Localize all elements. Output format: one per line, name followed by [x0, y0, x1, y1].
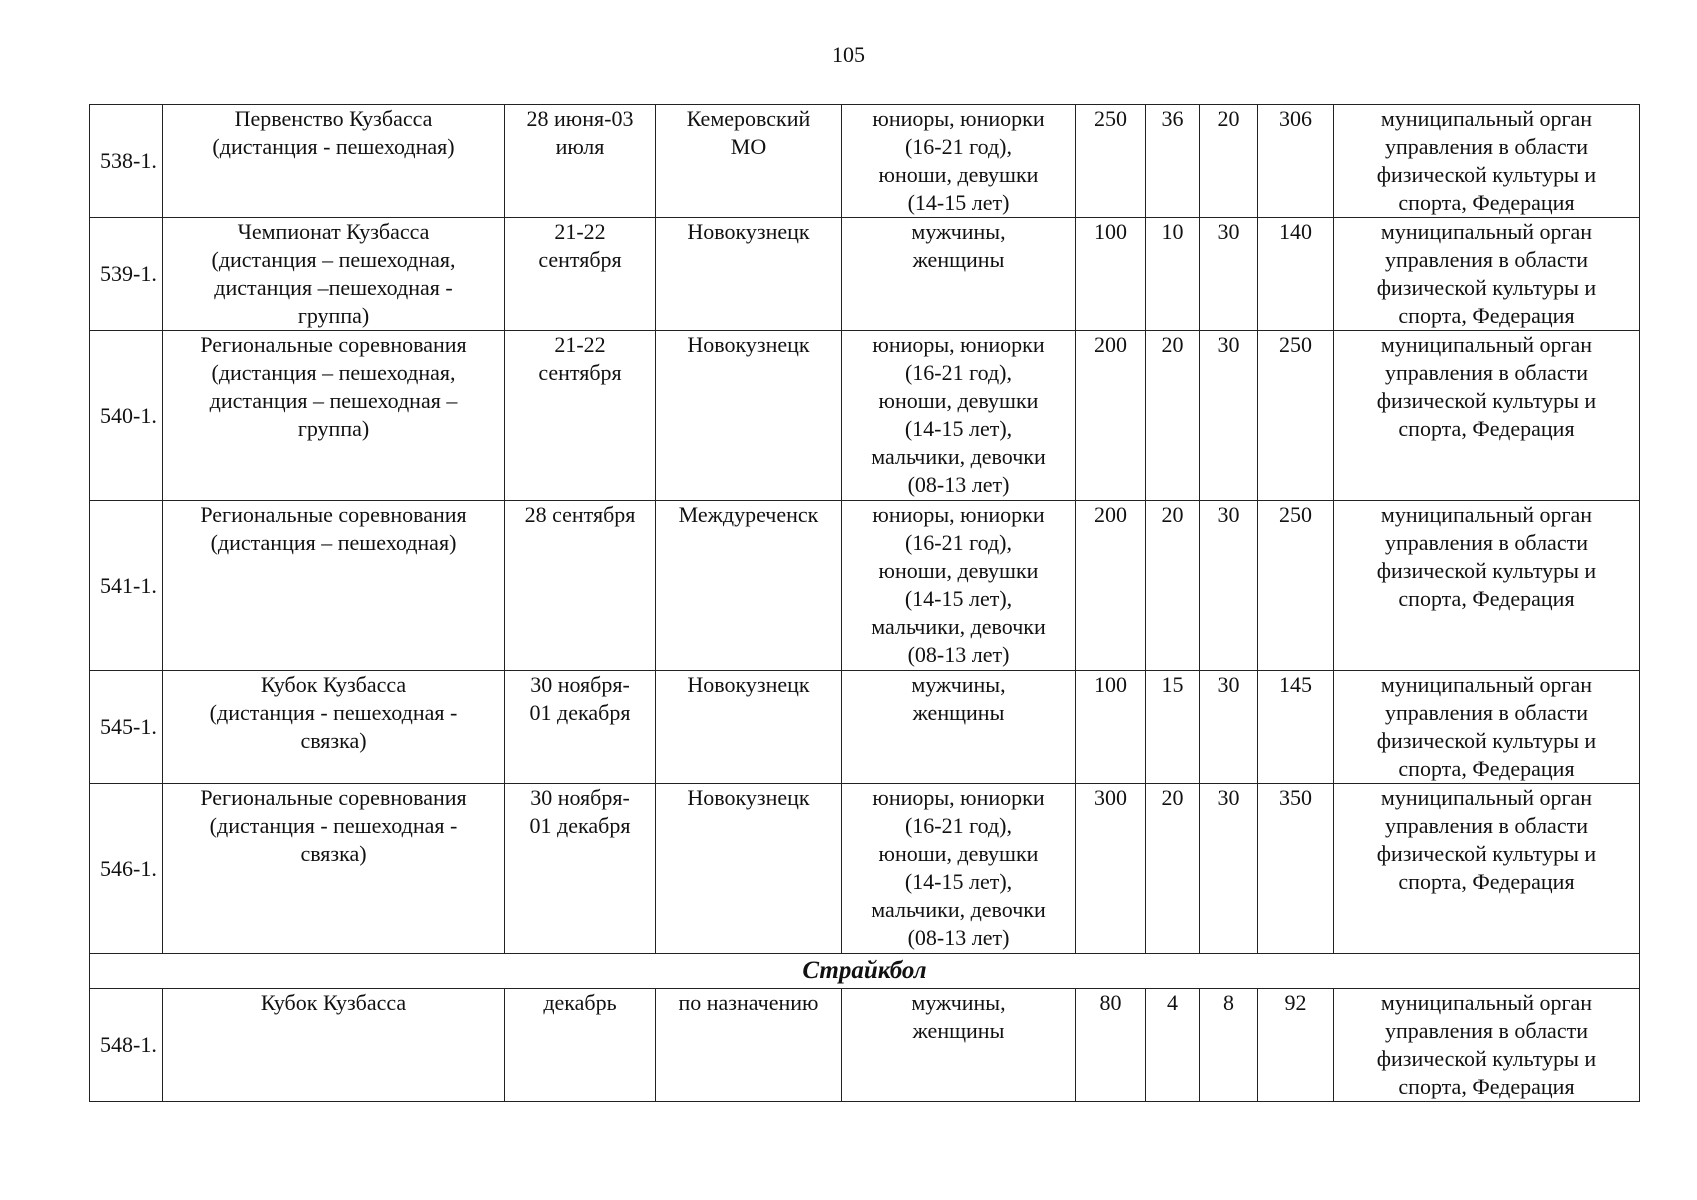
table-row: [90, 671, 1640, 784]
judges-count: 30: [1200, 671, 1258, 784]
event-number: 545-1.: [90, 671, 163, 784]
events-table: [89, 104, 1640, 1102]
event-place: Новокузнецк: [656, 671, 842, 784]
athletes-count: 200: [1076, 501, 1146, 671]
event-participants: мужчины, женщины: [842, 671, 1076, 784]
table-row: [90, 218, 1640, 331]
total-count: 145: [1258, 671, 1334, 784]
event-title: Первенство Кузбасса (дистанция - пешеходная): [163, 105, 505, 218]
section-title: Страйкбол: [90, 954, 1640, 989]
event-place: Новокузнецк: [656, 218, 842, 331]
judges-count: 30: [1200, 784, 1258, 954]
event-organizer: муниципальный орган управления в области физической культуры и спорта, Федерация: [1334, 331, 1640, 501]
event-dates: 21-22 сентября: [505, 331, 656, 501]
judges-count: 8: [1200, 989, 1258, 1102]
athletes-count: 100: [1076, 671, 1146, 784]
athletes-count: 250: [1076, 105, 1146, 218]
event-participants: юниоры, юниорки (16-21 год), юноши, девушки (14-15 лет), мальчики, девочки (08-13 лет): [842, 784, 1076, 954]
event-number: 539-1.: [90, 218, 163, 331]
event-number: 546-1.: [90, 784, 163, 954]
event-participants: юниоры, юниорки (16-21 год), юноши, девушки (14-15 лет): [842, 105, 1076, 218]
judges-count: 20: [1200, 105, 1258, 218]
coaches-count: 20: [1146, 331, 1200, 501]
coaches-count: 10: [1146, 218, 1200, 331]
athletes-count: 300: [1076, 784, 1146, 954]
total-count: 250: [1258, 331, 1334, 501]
event-number: 540-1.: [90, 331, 163, 501]
total-count: 306: [1258, 105, 1334, 218]
total-count: 140: [1258, 218, 1334, 331]
event-participants: мужчины, женщины: [842, 989, 1076, 1102]
total-count: 250: [1258, 501, 1334, 671]
event-title: Кубок Кузбасса (дистанция - пешеходная - связка): [163, 671, 505, 784]
event-title: Региональные соревнования (дистанция - пешеходная - связка): [163, 784, 505, 954]
event-title: Региональные соревнования (дистанция – пешеходная, дистанция – пешеходная – группа): [163, 331, 505, 501]
total-count: 350: [1258, 784, 1334, 954]
event-dates: 28 сентября: [505, 501, 656, 671]
section-header-row: [90, 954, 1640, 989]
event-place: Новокузнецк: [656, 784, 842, 954]
event-participants: юниоры, юниорки (16-21 год), юноши, девушки (14-15 лет), мальчики, девочки (08-13 лет): [842, 331, 1076, 501]
event-title: Региональные соревнования (дистанция – пешеходная): [163, 501, 505, 671]
total-count: 92: [1258, 989, 1334, 1102]
event-number: 548-1.: [90, 989, 163, 1102]
event-organizer: муниципальный орган управления в области физической культуры и спорта, Федерация: [1334, 671, 1640, 784]
event-place: Междуреченск: [656, 501, 842, 671]
table-row: [90, 501, 1640, 671]
event-organizer: муниципальный орган управления в области физической культуры и спорта, Федерация: [1334, 989, 1640, 1102]
athletes-count: 80: [1076, 989, 1146, 1102]
event-organizer: муниципальный орган управления в области физической культуры и спорта, Федерация: [1334, 501, 1640, 671]
event-dates: 28 июня-03 июля: [505, 105, 656, 218]
event-title: Чемпионат Кузбасса (дистанция – пешеходная, дистанция –пешеходная - группа): [163, 218, 505, 331]
event-organizer: муниципальный орган управления в области физической культуры и спорта, Федерация: [1334, 105, 1640, 218]
event-place: Кемеровский МО: [656, 105, 842, 218]
coaches-count: 36: [1146, 105, 1200, 218]
event-number: 541-1.: [90, 501, 163, 671]
coaches-count: 4: [1146, 989, 1200, 1102]
page-number: 105: [832, 42, 865, 67]
table-row: [90, 105, 1640, 218]
event-place: Новокузнецк: [656, 331, 842, 501]
event-organizer: муниципальный орган управления в области физической культуры и спорта, Федерация: [1334, 218, 1640, 331]
event-participants: юниоры, юниорки (16-21 год), юноши, девушки (14-15 лет), мальчики, девочки (08-13 лет): [842, 501, 1076, 671]
table-row: [90, 989, 1640, 1102]
event-organizer: муниципальный орган управления в области физической культуры и спорта, Федерация: [1334, 784, 1640, 954]
table-row: [90, 784, 1640, 954]
event-number: 538-1.: [90, 105, 163, 218]
event-participants: мужчины, женщины: [842, 218, 1076, 331]
athletes-count: 100: [1076, 218, 1146, 331]
event-dates: 21-22 сентября: [505, 218, 656, 331]
judges-count: 30: [1200, 501, 1258, 671]
athletes-count: 200: [1076, 331, 1146, 501]
event-dates: 30 ноября- 01 декабря: [505, 784, 656, 954]
judges-count: 30: [1200, 331, 1258, 501]
coaches-count: 15: [1146, 671, 1200, 784]
coaches-count: 20: [1146, 501, 1200, 671]
event-dates: декабрь: [505, 989, 656, 1102]
judges-count: 30: [1200, 218, 1258, 331]
event-place: по назначению: [656, 989, 842, 1102]
table-row: [90, 331, 1640, 501]
coaches-count: 20: [1146, 784, 1200, 954]
event-dates: 30 ноября- 01 декабря: [505, 671, 656, 784]
event-title: Кубок Кузбасса: [163, 989, 505, 1102]
